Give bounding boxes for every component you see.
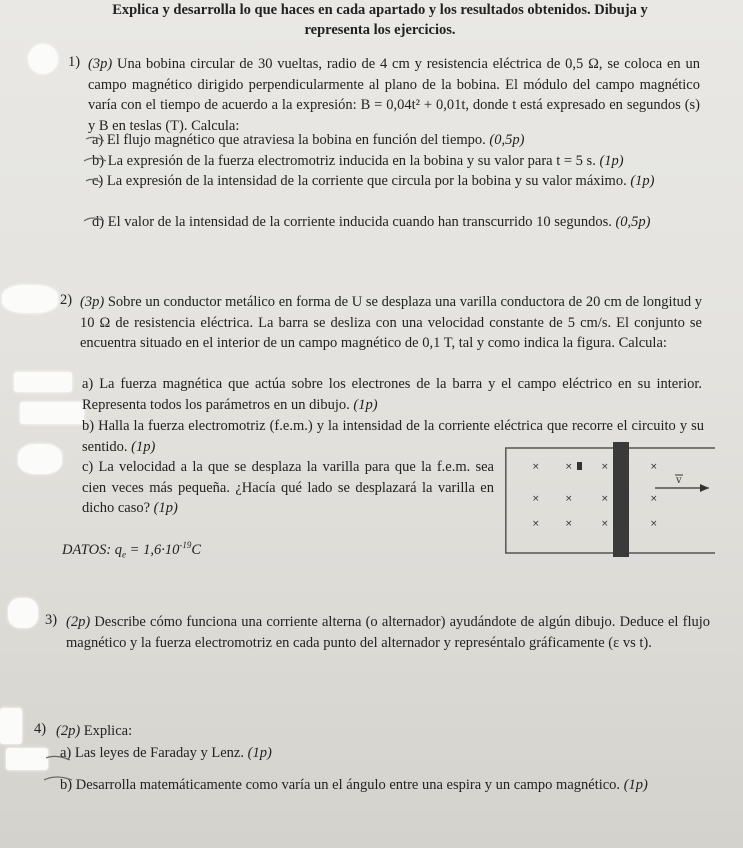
redaction-mark — [2, 285, 58, 313]
q4-intro-text: Explica: — [83, 723, 133, 739]
q2-item-c — [82, 457, 494, 519]
velocity-arrowhead — [700, 484, 709, 492]
q4-item-a — [60, 743, 660, 764]
q4-item-b — [60, 775, 696, 796]
sliding-rod — [613, 442, 629, 557]
instructions-line-2: representa los ejercicios. — [304, 22, 456, 38]
q3-statement-text: Describe cómo funciona una corriente alterna (o alternador) ayudándote de algún dibujo. Deduce el flujo magnético y la fuerza electromotriz en cada punto del alternador y represéntalo gráficamente (ε vs t). — [66, 614, 710, 651]
q1-statement-text: Una bobina circular de 30 vueltas, radio de 4 cm y resistencia eléctrica de 0,5 Ω, se coloca en un campo magnético dirigido perpendicularmente al plano de la bobina. El módulo del campo magnético varía con el tiempo de acuerdo a la expresión: B = 0,04t² + 0,01t, donde t está expresado en segundos (s) y B en teslas (T). Calcula: — [88, 56, 700, 134]
q1-item-d-points: (0,5p) — [615, 214, 651, 230]
field-mark: × — [650, 494, 658, 504]
q2-item-a — [82, 374, 702, 415]
q1-item-c-label: c) — [92, 173, 104, 189]
q4-intro — [56, 721, 556, 742]
q4-item-a-text: Las leyes de Faraday y Lenz. — [74, 745, 244, 761]
q1-item-c-text: La expresión de la intensidad de la corriente que circula por la bobina y su valor máximo. — [106, 173, 627, 189]
q1-item-a-points: (0,5p) — [489, 132, 525, 148]
velocity-label: v — [676, 475, 682, 486]
q1-item-a-label: a) — [92, 132, 104, 148]
q4-points: (2p) — [56, 723, 81, 739]
q2-item-c-label: c) — [82, 459, 94, 475]
q1-item-d-label: d) — [92, 214, 105, 230]
datos-subscript: e — [122, 549, 127, 560]
field-mark: × — [565, 494, 573, 504]
q1-item-b-text: La expresión de la fuerza electromotriz inducida en la bobina y su valor para t = 5 s. — [107, 153, 596, 169]
field-mark: × — [601, 519, 609, 529]
q1-item-a-text: El flujo magnético que atraviesa la bobina en función del tiempo. — [106, 132, 486, 148]
u-conductor-figure — [505, 442, 715, 557]
q4-item-b-label: b) — [60, 777, 73, 793]
q2-points: (3p) — [80, 294, 105, 310]
q1-item-c-points: (1p) — [630, 173, 655, 189]
field-marks — [532, 462, 658, 529]
redaction-mark — [20, 402, 84, 424]
q1-item-b-label: b) — [92, 153, 105, 169]
q2-item-c-text: La velocidad a la que se desplaza la varilla para que la f.e.m. sea cien veces más pequeña. ¿Hacía qué lado se desplazará la varilla en dicho caso? — [82, 459, 494, 516]
q1-item-b — [92, 151, 692, 172]
q2-number: 2) — [60, 292, 73, 308]
q1-item-c — [92, 171, 696, 192]
datos-exponent: -19 — [179, 540, 192, 550]
q2-statement — [80, 292, 702, 354]
field-mark: × — [601, 462, 609, 472]
datos-symbol: q — [114, 541, 123, 558]
datos-unit: C — [191, 541, 201, 558]
q1-statement — [88, 54, 700, 136]
q1-item-d — [92, 212, 696, 233]
q4-number: 4) — [34, 721, 47, 737]
field-mark: × — [601, 494, 609, 504]
field-mark: × — [565, 519, 573, 529]
field-mark: × — [532, 462, 540, 472]
q2-item-a-text: La fuerza magnética que actúa sobre los electrones de la barra y el campo eléctrico en su interior. Representa todos los parámetros en un dibujo. — [82, 376, 702, 413]
q2-statement-text: Sobre un conductor metálico en forma de U se desplaza una varilla conductora de 20 cm de longitud y 10 Ω de resistencia eléctrica. La barra se desliza con una velocidad constante de 5 cm/s. El conjunto se encuentra situado en el interior de un campo magnético de 0,1 T, tal y como indica la figura. Calcula: — [80, 294, 703, 351]
datos-value: = 1,6·10 — [129, 541, 180, 558]
field-mark: × — [532, 494, 540, 504]
instructions-header — [60, 0, 700, 40]
field-mark: × — [650, 462, 658, 472]
q4-item-a-label: a) — [60, 745, 72, 761]
q4-item-b-text: Desarrolla matemáticamente como varía un el ángulo entre una espira y un campo magnético. — [75, 777, 621, 793]
q2-datos — [62, 540, 201, 560]
field-mark: × — [532, 519, 540, 529]
redaction-mark — [8, 598, 38, 628]
redaction-mark — [0, 708, 22, 744]
q3-statement — [66, 612, 710, 653]
point-mark — [577, 462, 582, 470]
q2-item-b-points: (1p) — [131, 438, 156, 455]
q4-item-b-points: (1p) — [623, 777, 648, 793]
q2-item-a-label: a) — [82, 376, 94, 392]
q1-item-b-points: (1p) — [599, 153, 624, 169]
redaction-mark — [14, 372, 72, 392]
redaction-mark — [18, 444, 62, 474]
q2-item-b-text: Halla la fuerza electromotriz (f.e.m.) y la intensidad de la corriente eléctrica que recorre el circuito y su sentido. — [82, 418, 704, 455]
q1-item-a — [92, 130, 692, 151]
q2-item-b-label: b) — [82, 418, 95, 434]
q1-item-d-text: El valor de la intensidad de la corriente inducida cuando han transcurrido 10 segundos. — [107, 214, 612, 230]
q3-points: (2p) — [66, 614, 91, 630]
pencil-marks-q1 — [60, 125, 120, 245]
q3-number: 3) — [45, 612, 58, 628]
q1-points: (3p) — [88, 56, 113, 72]
pencil-marks-q4 — [40, 746, 100, 786]
instructions-line-1: Explica y desarrolla lo que haces en cada apartado y los resultados obtenidos. Dibuja y — [112, 2, 648, 18]
redaction-mark — [28, 44, 58, 74]
q2-item-c-points: (1p) — [153, 500, 178, 516]
datos-label: DATOS: — [62, 541, 112, 558]
q1-number: 1) — [68, 54, 81, 70]
field-mark: × — [650, 519, 658, 529]
q4-item-a-points: (1p) — [247, 745, 272, 761]
q2-item-a-points: (1p) — [353, 396, 378, 413]
field-mark: × — [565, 462, 573, 472]
